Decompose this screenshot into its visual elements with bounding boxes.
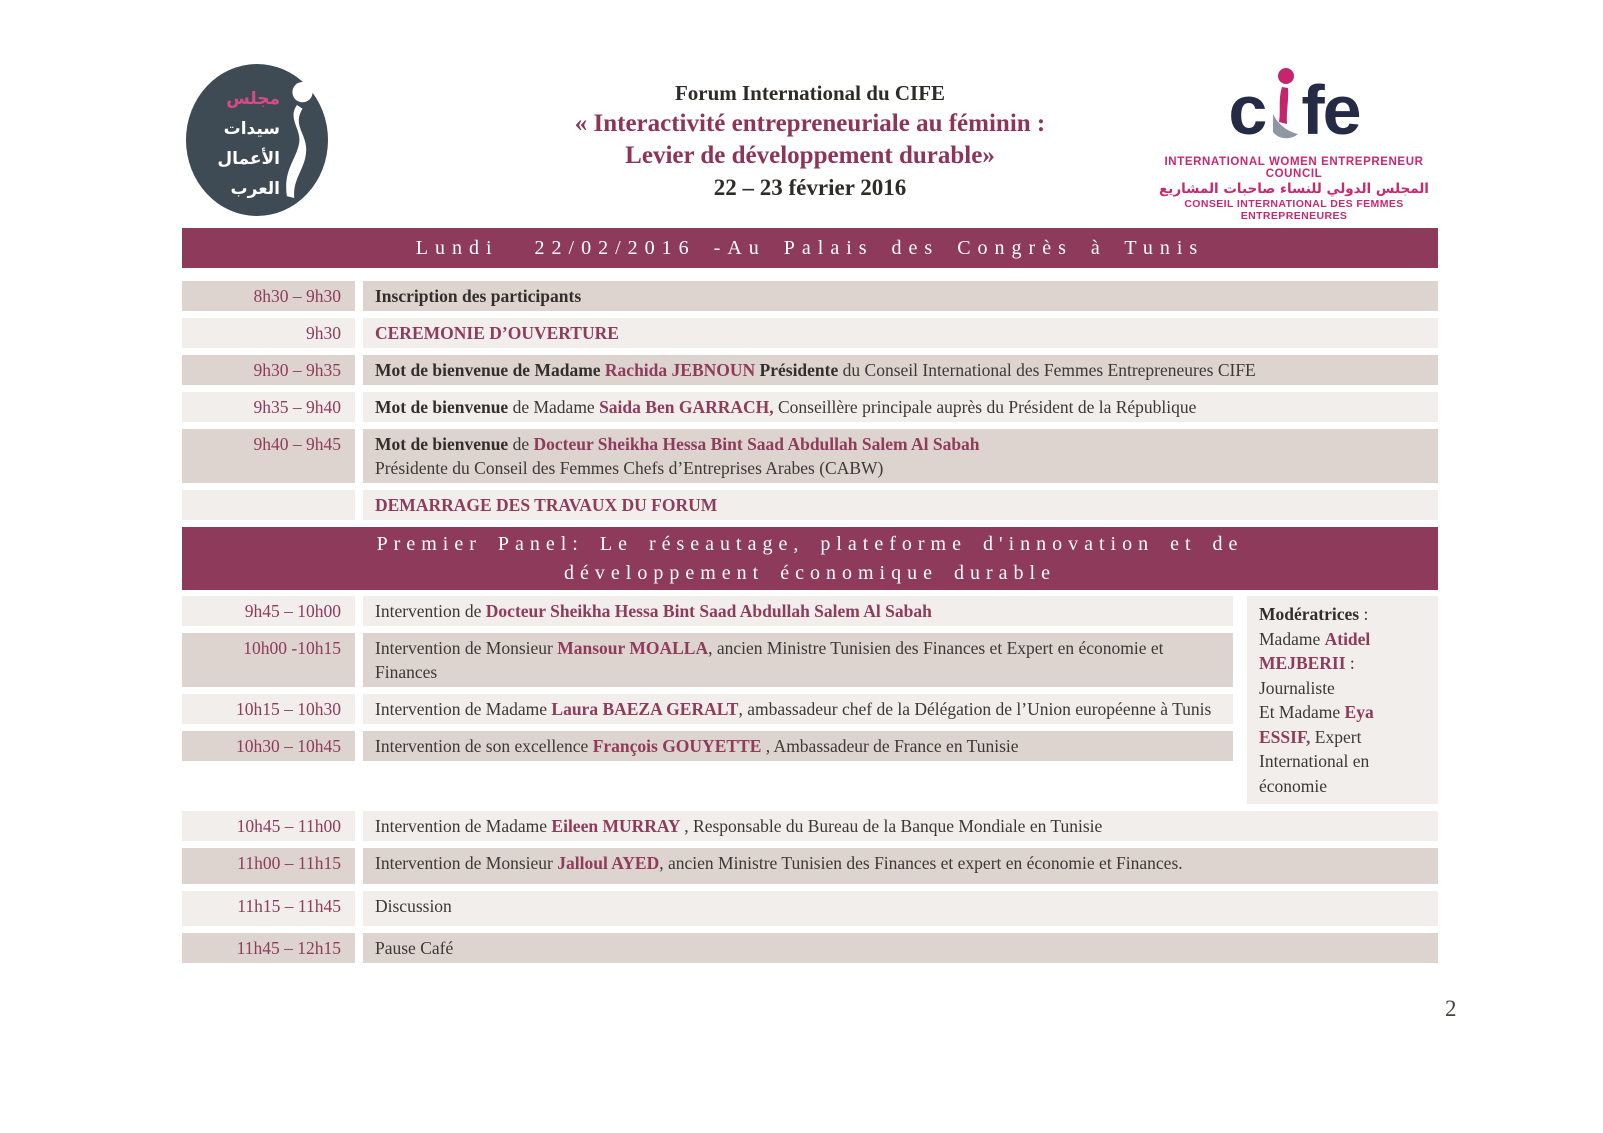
panel-row-gouyette	[182, 731, 1233, 761]
moderator-text: Et Madame	[1259, 702, 1345, 722]
day-header-band: Lundi 22/02/2016 -Au Palais des Congrès à Tunis	[182, 228, 1438, 268]
panel-header-band	[182, 527, 1438, 590]
schedule-row-demarrage	[182, 490, 1438, 520]
column-gap	[355, 392, 363, 422]
description-cell	[363, 429, 1438, 483]
description-cell	[363, 811, 1438, 841]
page-number: 2	[1445, 996, 1457, 1021]
row-text: Présidente du Conseil des Femmes Chefs d’Entreprises Arabes (CABW)	[375, 458, 884, 478]
column-gap	[355, 318, 363, 348]
cife-wordmark-c: c	[1228, 71, 1266, 149]
row-text: CEREMONIE D’OUVERTURE	[375, 323, 619, 343]
row-text: du Conseil International des Femmes Entrepreneures CIFE	[842, 360, 1256, 380]
column-gap	[355, 429, 363, 483]
row-text: , Responsable du Bureau de la Banque Mondiale en Tunisie	[684, 816, 1103, 836]
panel-band-line1: Premier Panel: Le réseautage, plateforme d'innovation et de	[376, 533, 1244, 555]
cife-tagline-ar: المجلس الدولي للنساء صاحبات المشاريع	[1159, 181, 1429, 197]
schedule	[182, 228, 1438, 970]
row-text: , Ambassadeur de France en Tunisie	[765, 736, 1019, 756]
column-gap	[355, 633, 363, 687]
speaker-name: François GOUYETTE	[592, 736, 766, 756]
time-cell: 10h15 – 10h30	[182, 694, 355, 724]
cife-wordmark-fe: fe	[1301, 71, 1360, 149]
row-text: Discussion	[375, 896, 452, 916]
abwc-logo-line2: سيدات	[223, 119, 280, 139]
row-text: Intervention de Madame	[375, 699, 552, 719]
time-cell: 11h45 – 12h15	[182, 933, 355, 963]
time-cell: 9h40 – 9h45	[182, 429, 355, 483]
schedule-row-discussion	[182, 891, 1438, 926]
schedule-row-jebnoun	[182, 355, 1438, 385]
row-text: Intervention de Monsieur	[375, 853, 558, 873]
time-cell: 9h35 – 9h40	[182, 392, 355, 422]
schedule-row-ceremonie	[182, 318, 1438, 348]
row-text: de Madame	[512, 397, 600, 417]
description-cell	[363, 318, 1438, 348]
description-cell	[363, 490, 1438, 520]
time-cell: 10h30 – 10h45	[182, 731, 355, 761]
description-cell	[363, 355, 1438, 385]
column-gap	[355, 355, 363, 385]
column-gap	[355, 596, 363, 626]
abwc-logo	[186, 64, 328, 216]
row-text: Intervention de Madame	[375, 816, 552, 836]
row-text: , ambassadeur chef de la Délégation de l’Union européenne à Tunis	[738, 699, 1212, 719]
row-text: Mot de bienvenue	[375, 434, 513, 454]
description-cell	[363, 933, 1438, 963]
forum-title: Forum International du CIFE	[674, 81, 946, 105]
time-cell: 11h00 – 11h15	[182, 848, 355, 884]
cife-figure-icon	[1269, 68, 1299, 146]
schedule-row-ayed	[182, 848, 1438, 884]
row-text: Mot de bienvenue de Madame	[375, 360, 605, 380]
moderators-colon: :	[1359, 604, 1369, 624]
schedule-row-inscription	[182, 281, 1438, 311]
time-cell: 10h45 – 11h00	[182, 811, 355, 841]
row-text: Mot de bienvenue	[375, 397, 513, 417]
moderators-cell	[1247, 596, 1438, 804]
row-text: , ancien Ministre Tunisien des Finances et Expert en économie et Finances	[375, 638, 1164, 682]
abwc-logo-line1: مجلس	[226, 89, 280, 109]
time-cell: 10h00 -10h15	[182, 633, 355, 687]
moderator-text: Madame	[1259, 628, 1325, 649]
description-cell	[363, 596, 1233, 626]
column-gap	[355, 811, 363, 841]
speaker-name: Docteur Sheikha Hessa Bint Saad Abdullah Salem Al Sabah	[485, 601, 932, 621]
row-text: Pause Café	[375, 938, 454, 958]
column-gap	[355, 891, 363, 926]
abwc-logo-line4: العرب	[230, 179, 280, 199]
event-dates: 22 – 23 février 2016	[713, 175, 907, 200]
column-gap	[355, 694, 363, 724]
panel-band-line2: développement économique durable	[564, 562, 1056, 584]
description-cell	[363, 694, 1233, 724]
row-text: DEMARRAGE DES TRAVAUX DU FORUM	[375, 495, 718, 515]
description-cell	[363, 731, 1233, 761]
time-cell	[182, 490, 355, 520]
row-text: Intervention de	[375, 601, 486, 621]
speaker-name: Jalloul AYED	[557, 853, 660, 873]
row-text: Présidente	[759, 360, 843, 380]
column-gap	[355, 848, 363, 884]
row-text: Intervention de son excellence	[375, 736, 593, 756]
cife-tagline-en: INTERNATIONAL WOMEN ENTREPRENEUR COUNCIL	[1164, 156, 1424, 180]
event-title-line2: Levier de développement durable»	[625, 142, 995, 169]
row-text: Conseillère principale auprès du Président de la République	[773, 397, 1197, 417]
moderator-name: Atidel MEJBERII	[1259, 628, 1371, 673]
column-gap	[355, 933, 363, 963]
column-gap	[355, 281, 363, 311]
panel-row-baeza	[182, 694, 1233, 724]
column-gap	[355, 490, 363, 520]
panel-rows	[182, 596, 1233, 804]
time-cell: 9h30 – 9h35	[182, 355, 355, 385]
cife-tagline-fr: CONSEIL INTERNATIONAL DES FEMMES ENTREPRENEURES	[1184, 198, 1404, 222]
column-gap	[355, 731, 363, 761]
speaker-name: Mansour MOALLA	[557, 638, 709, 658]
description-cell	[363, 633, 1233, 687]
description-cell	[363, 281, 1438, 311]
moderator-text: : Journaliste	[1259, 653, 1355, 698]
abwc-logo-line3: الأعمال	[217, 149, 280, 169]
woman-silhouette-icon	[274, 78, 320, 202]
time-cell: 9h45 – 10h00	[182, 596, 355, 626]
title-block	[360, 78, 1260, 204]
moderator-text: Expert International en économie	[1259, 726, 1370, 796]
description-cell	[363, 848, 1438, 884]
abwc-logo-arabic-text	[198, 84, 280, 204]
time-cell: 9h30	[182, 318, 355, 348]
schedule-row-murray	[182, 811, 1438, 841]
schedule-row-alsabah	[182, 429, 1438, 483]
speaker-name: Eileen MURRAY	[551, 816, 685, 836]
event-title-line1: « Interactivité entrepreneuriale au féminin :	[574, 110, 1046, 137]
cife-logo	[1146, 64, 1442, 222]
speaker-name: Docteur Sheikha Hessa Bint Saad Abdullah Salem Al Sabah	[533, 434, 980, 454]
row-text: , ancien Ministre Tunisien des Finances et expert en économie et Finances.	[659, 853, 1183, 873]
panel-section	[182, 596, 1438, 804]
speaker-name: Rachida JEBNOUN	[604, 360, 760, 380]
cife-wordmark	[1146, 64, 1442, 150]
moderators-heading: Modératrices	[1259, 604, 1360, 624]
speaker-name: Saida Ben GARRACH,	[599, 397, 774, 417]
schedule-row-garrach	[182, 392, 1438, 422]
row-text: de	[512, 434, 534, 454]
moderator-name: Eya ESSIF,	[1259, 702, 1374, 747]
panel-row-alsabah	[182, 596, 1233, 626]
description-cell	[363, 392, 1438, 422]
speaker-name: Laura BAEZA GERALT	[551, 699, 739, 719]
panel-row-moalla	[182, 633, 1233, 687]
time-cell: 8h30 – 9h30	[182, 281, 355, 311]
description-cell	[363, 891, 1438, 926]
row-text: Intervention de Monsieur	[375, 638, 558, 658]
time-cell: 11h15 – 11h45	[182, 891, 355, 926]
schedule-row-pause	[182, 933, 1438, 963]
row-text: Inscription des participants	[375, 286, 582, 306]
